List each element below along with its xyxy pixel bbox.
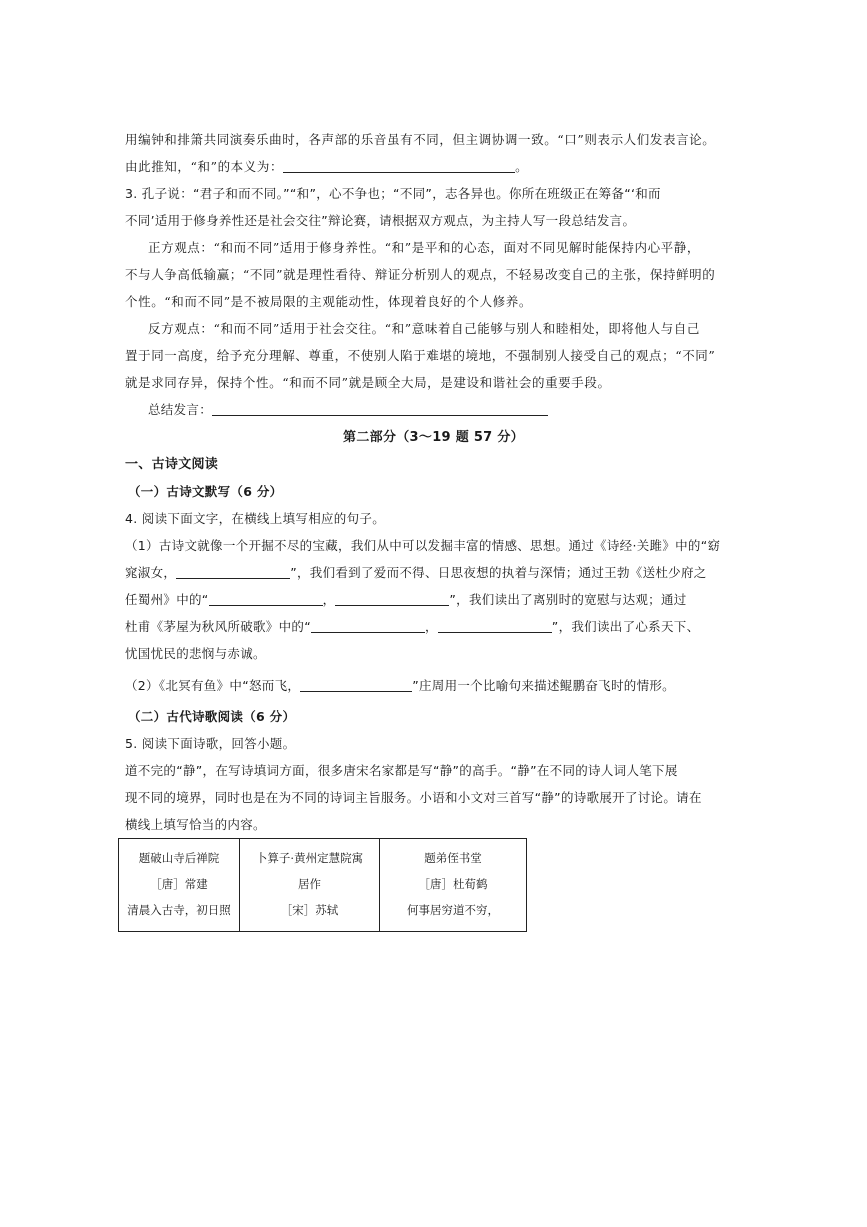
q4-1-line-3-prefix: 任蜀州》中的“ xyxy=(125,592,209,607)
q3-line-1: 3. 孔子说：“君子和而不同。”“和”，心不争也；“不同”，志各异也。你所在班级正在筹备“‘和而 xyxy=(125,186,661,201)
q4-1-line-4 xyxy=(125,619,745,635)
q4-2-line xyxy=(125,678,745,694)
summary-answer-blank[interactable] xyxy=(212,403,548,416)
q3-pro-line-2: 不与人争高低输赢；“不同”就是理性看待、辩证分析别人的观点，不轻易改变自己的主张，保持鲜明的 xyxy=(125,267,716,282)
q3-con-line-3: 就是求同存异，保持个性。“和而不同”就是顾全大局，是建设和谐社会的重要手段。 xyxy=(125,375,611,390)
answer-blank[interactable] xyxy=(283,160,515,173)
q4-1-line-3 xyxy=(125,592,745,608)
q4-1-line-2-prefix: 窕淑女， xyxy=(125,565,177,580)
q4-1-line-2-suffix: ”，我们看到了爱而不得、日思夜想的执着与深情；通过王勃《送杜少府之 xyxy=(290,565,707,580)
q5-title: 5. 阅读下面诗歌，回答小题。 xyxy=(125,736,296,751)
poem-2-author: ［宋］苏轼 xyxy=(280,903,339,917)
intro-line-2-prefix: 由此推知，“和”的本义为： xyxy=(125,159,284,174)
answer-blank[interactable] xyxy=(335,593,449,606)
poem-cell-3 xyxy=(380,839,527,932)
poem-2-title-cont: 居作 xyxy=(298,877,321,891)
intro-line-2-suffix: 。 xyxy=(515,159,528,174)
q4-1-line-4-suffix: ”，我们读出了心系天下、 xyxy=(551,619,700,634)
poem-1-author: ［唐］常建 xyxy=(150,877,208,891)
q4-2-prefix: （2）《北冥有鱼》中“怒而飞， xyxy=(125,678,301,693)
answer-blank[interactable] xyxy=(300,679,412,692)
answer-blank[interactable] xyxy=(209,593,323,606)
q4-1-line-3-suffix: ”，我们读出了离别时的宽慰与达观；通过 xyxy=(449,592,687,607)
poem-1-title: 题破山寺后禅院 xyxy=(138,851,220,865)
section-1-heading: 一、古诗文阅读 xyxy=(125,457,219,472)
poem-cell-2 xyxy=(240,839,380,932)
q3-summary xyxy=(148,402,768,418)
poem-table xyxy=(118,838,527,932)
q5-paragraph-line-3: 横线上填写恰当的内容。 xyxy=(125,817,266,832)
poem-3-author: ［唐］杜荀鹤 xyxy=(418,877,488,891)
q4-1-line-2 xyxy=(125,565,745,581)
poem-3-title: 题弟侄书堂 xyxy=(424,851,482,865)
q4-2-suffix: ”庄周用一个比喻句来描述鲲鹏奋飞时的情形。 xyxy=(412,678,675,693)
q4-1-line-3-comma: ， xyxy=(322,592,336,607)
poem-3-line: 何事居穷道不穷， xyxy=(407,903,499,917)
poem-1-line: 清晨入古寺，初日照 xyxy=(127,903,231,917)
subsection-2-heading: （二）古代诗歌阅读（6 分） xyxy=(128,709,296,724)
answer-blank[interactable] xyxy=(438,620,552,633)
q4-1-line-5: 忧国忧民的悲悯与赤诚。 xyxy=(125,646,266,661)
q3-pro-line-3: 个性。“和而不同”是不被局限的主观能动性，体现着良好的个人修养。 xyxy=(125,294,532,309)
intro-line-2 xyxy=(125,159,745,175)
q3-con-line-1: 反方观点：“和而不同”适用于社会交往。“和”意味着自己能够与别人和睦相处，即将他人与自己 xyxy=(148,321,700,336)
poem-2-title: 卜算子·黄州定慧院寓 xyxy=(255,851,364,865)
q5-paragraph-line-2: 现不同的境界，同时也是在为不同的诗词主旨服务。小语和小文对三首写“静”的诗歌展开了讨论。请在 xyxy=(125,790,702,805)
table-row xyxy=(119,839,527,932)
intro-line-1: 用编钟和排箫共同演奏乐曲时，各声部的乐音虽有不同，但主调协调一致。“口”则表示人们发表言论。 xyxy=(125,132,716,147)
q4-title: 4. 阅读下面文字，在横线上填写相应的句子。 xyxy=(125,511,386,526)
q3-summary-label: 总结发言： xyxy=(148,402,213,417)
poem-cell-1 xyxy=(119,839,240,932)
part2-heading: 第二部分（3～19 题 57 分） xyxy=(343,430,524,445)
answer-blank[interactable] xyxy=(311,620,425,633)
q3-pro-line-1: 正方观点：“和而不同”适用于修身养性。“和”是平和的心态，面对不同见解时能保持内心平静， xyxy=(148,240,700,255)
q5-paragraph-line-1: 道不完的“静”，在写诗填词方面，很多唐宋名家都是写“静”的高手。“静”在不同的诗人词人笔下展 xyxy=(125,763,678,778)
q4-1-line-4-comma: ， xyxy=(424,619,438,634)
q3-line-2: 不同’适用于修身养性还是社会交往”辩论赛，请根据双方观点，为主持人写一段总结发言。 xyxy=(125,213,636,228)
subsection-1-heading: （一）古诗文默写（6 分） xyxy=(128,484,283,499)
answer-blank[interactable] xyxy=(176,566,290,579)
q3-con-line-2: 置于同一高度，给予充分理解、尊重，不使别人陷于难堪的境地，不强制别人接受自己的观点；“不同” xyxy=(125,348,716,363)
q4-1-line-4-prefix: 杜甫《茅屋为秋风所破歌》中的“ xyxy=(125,619,311,634)
q4-1-line-1: （1）古诗文就像一个开掘不尽的宝藏，我们从中可以发掘丰富的情感、思想。通过《诗经·关雎》中的“窈 xyxy=(125,538,721,553)
